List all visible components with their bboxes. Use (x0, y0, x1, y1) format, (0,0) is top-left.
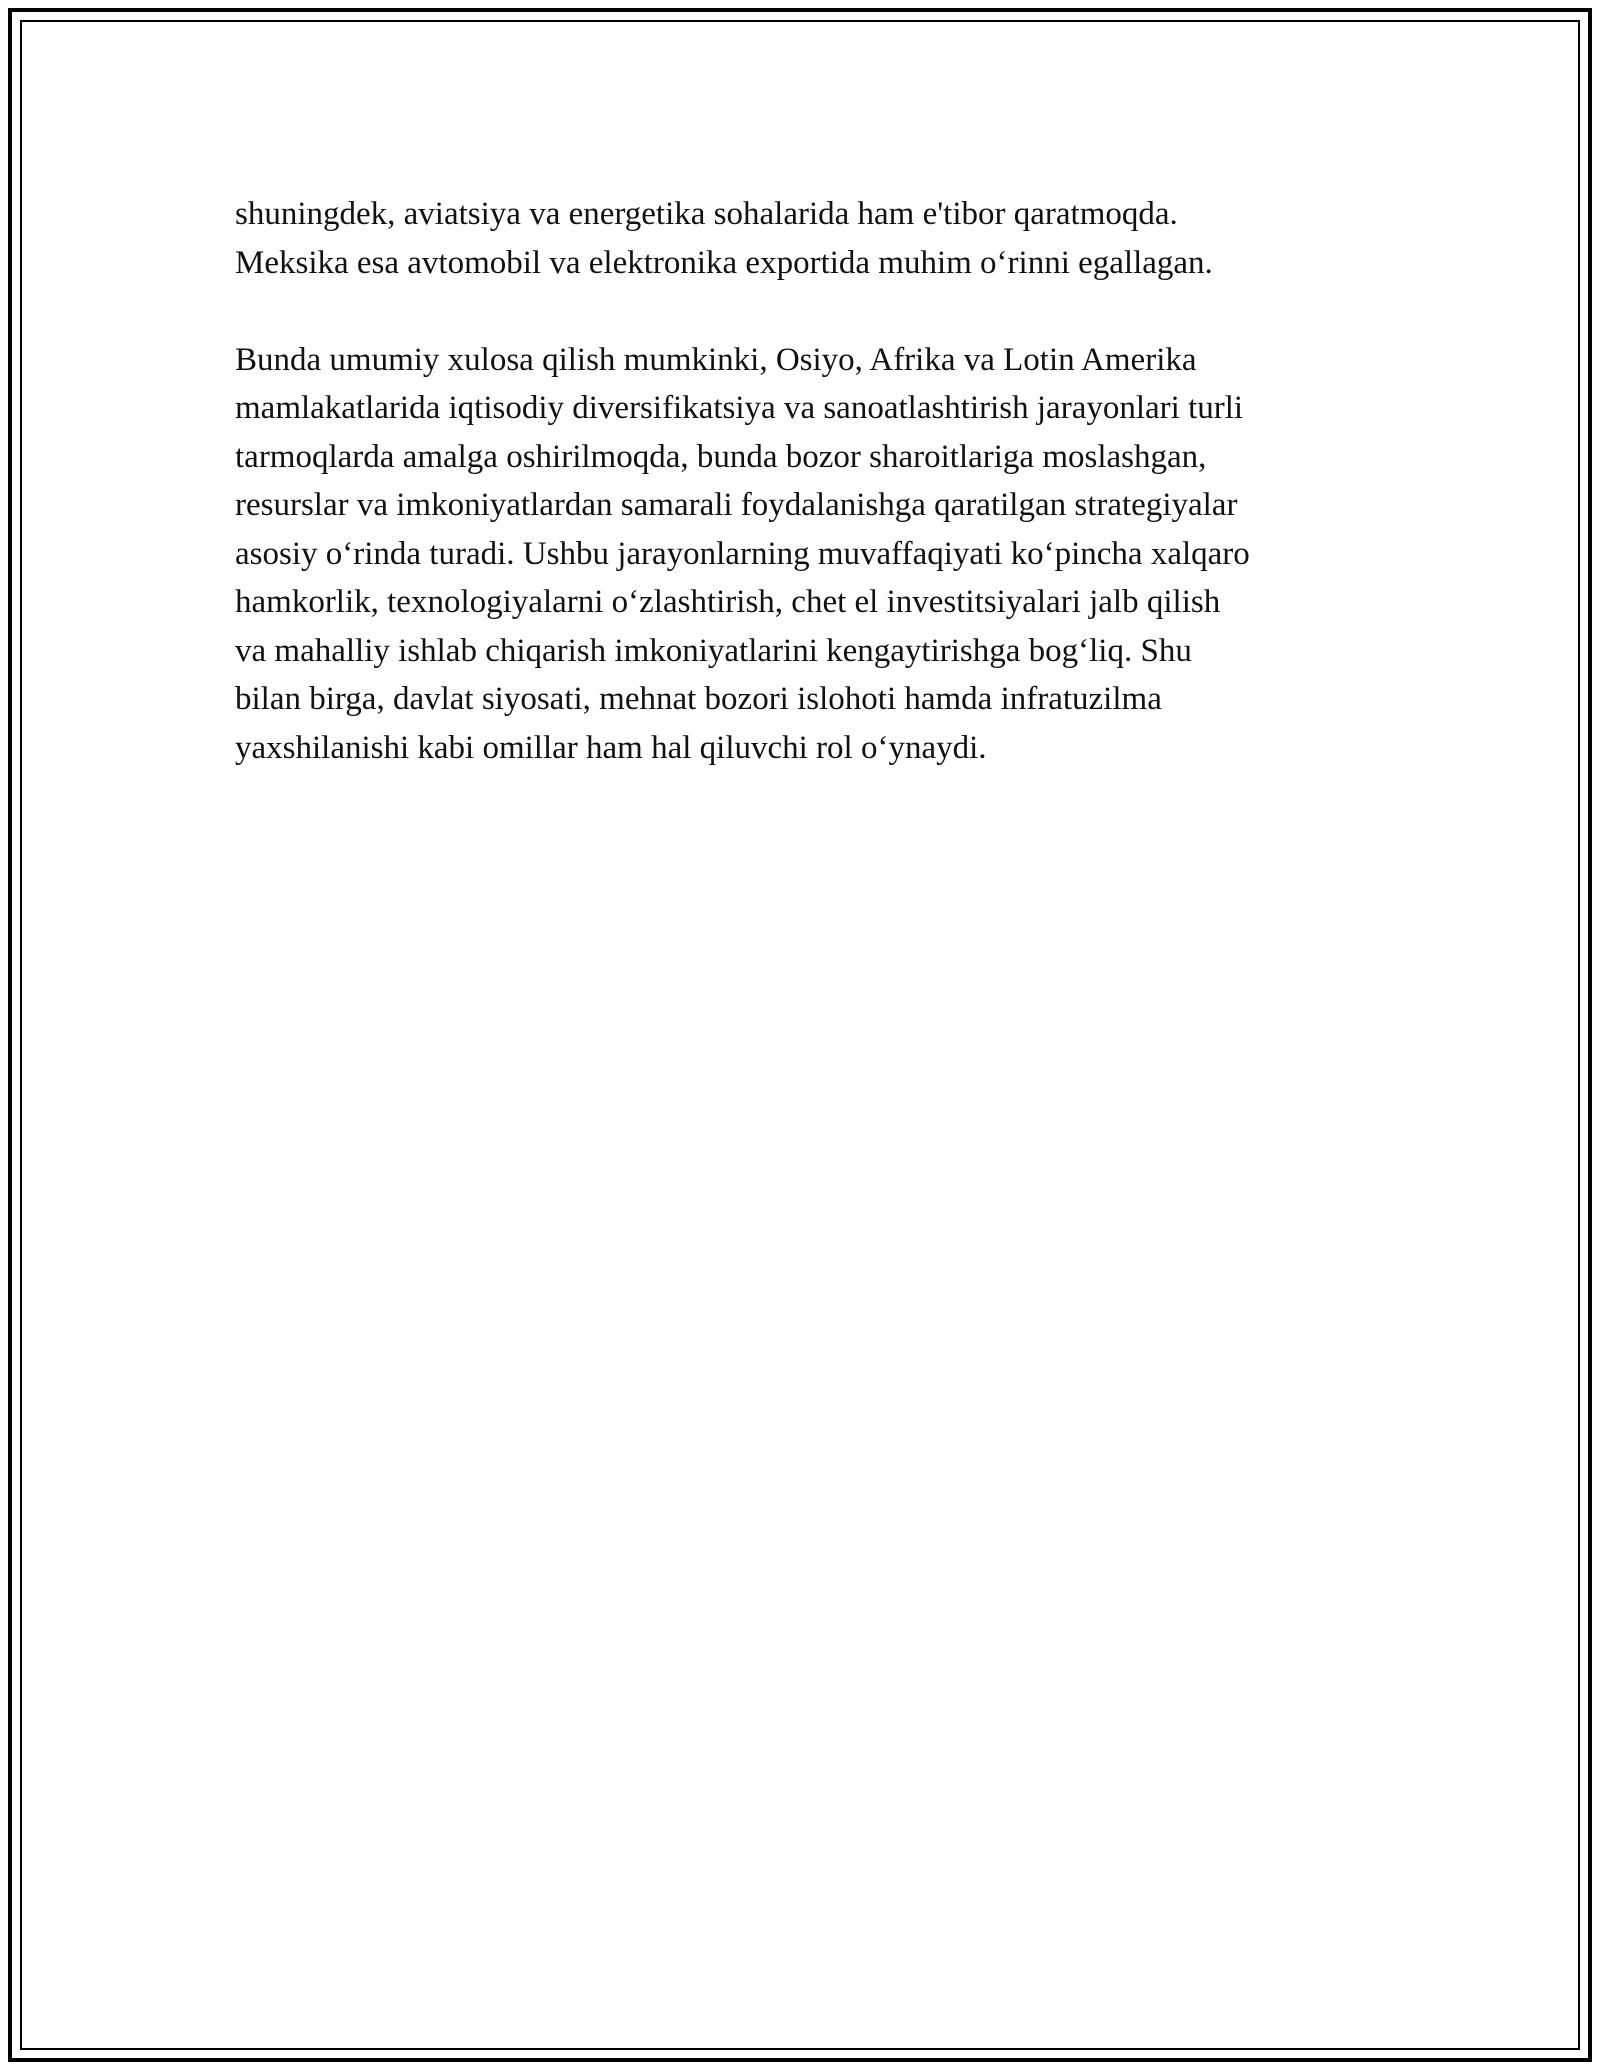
paragraph-1-line-2: Meksika esa avtomobil va elektronika exportida muhim o‘rinni egallagan. (235, 244, 1213, 281)
paragraph-spacer (235, 287, 1385, 336)
paragraph-1 (235, 190, 1385, 287)
paragraph-2-line-7: va mahalliy ishlab chiqarish imkoniyatlarini kengaytirishga bog‘liq. Shu (235, 632, 1192, 669)
paragraph-2-line-5: asosiy o‘rinda turadi. Ushbu jarayonlarning muvaffaqiyati ko‘pincha xalqaro (235, 535, 1250, 572)
paragraph-2-line-8: bilan birga, davlat siyosati, mehnat bozori islohoti hamda infratuzilma (235, 681, 1162, 717)
paragraph-2-line-6: hamkorlik, texnologiyalarni o‘zlashtirish, chet el investitsiyalari jalb qilish (235, 584, 1221, 620)
paragraph-2-line-9: yaxshilanishi kabi omillar ham hal qiluvchi rol o‘ynaydi. (235, 729, 987, 766)
paragraph-1-line-1: shuningdek, aviatsiya va energetika sohalarida ham e'tibor qaratmoqda. (235, 196, 1178, 232)
paragraph-2 (235, 336, 1385, 773)
paragraph-2-line-2: mamlakatlarida iqtisodiy diversifikatsiya va sanoatlashtirish jarayonlari turli (235, 390, 1244, 426)
paragraph-2-line-1: Bunda umumiy xulosa qilish mumkinki, Osiyo, Afrika va Lotin Amerika (235, 341, 1197, 378)
paragraph-2-line-3: tarmoqlarda amalga oshirilmoqda, bunda bozor sharoitlariga moslashgan, (235, 438, 1207, 475)
paragraph-2-line-4: resurslar va imkoniyatlardan samarali foydalanishga qaratilgan strategiyalar (235, 487, 1238, 523)
document-body (235, 190, 1385, 772)
